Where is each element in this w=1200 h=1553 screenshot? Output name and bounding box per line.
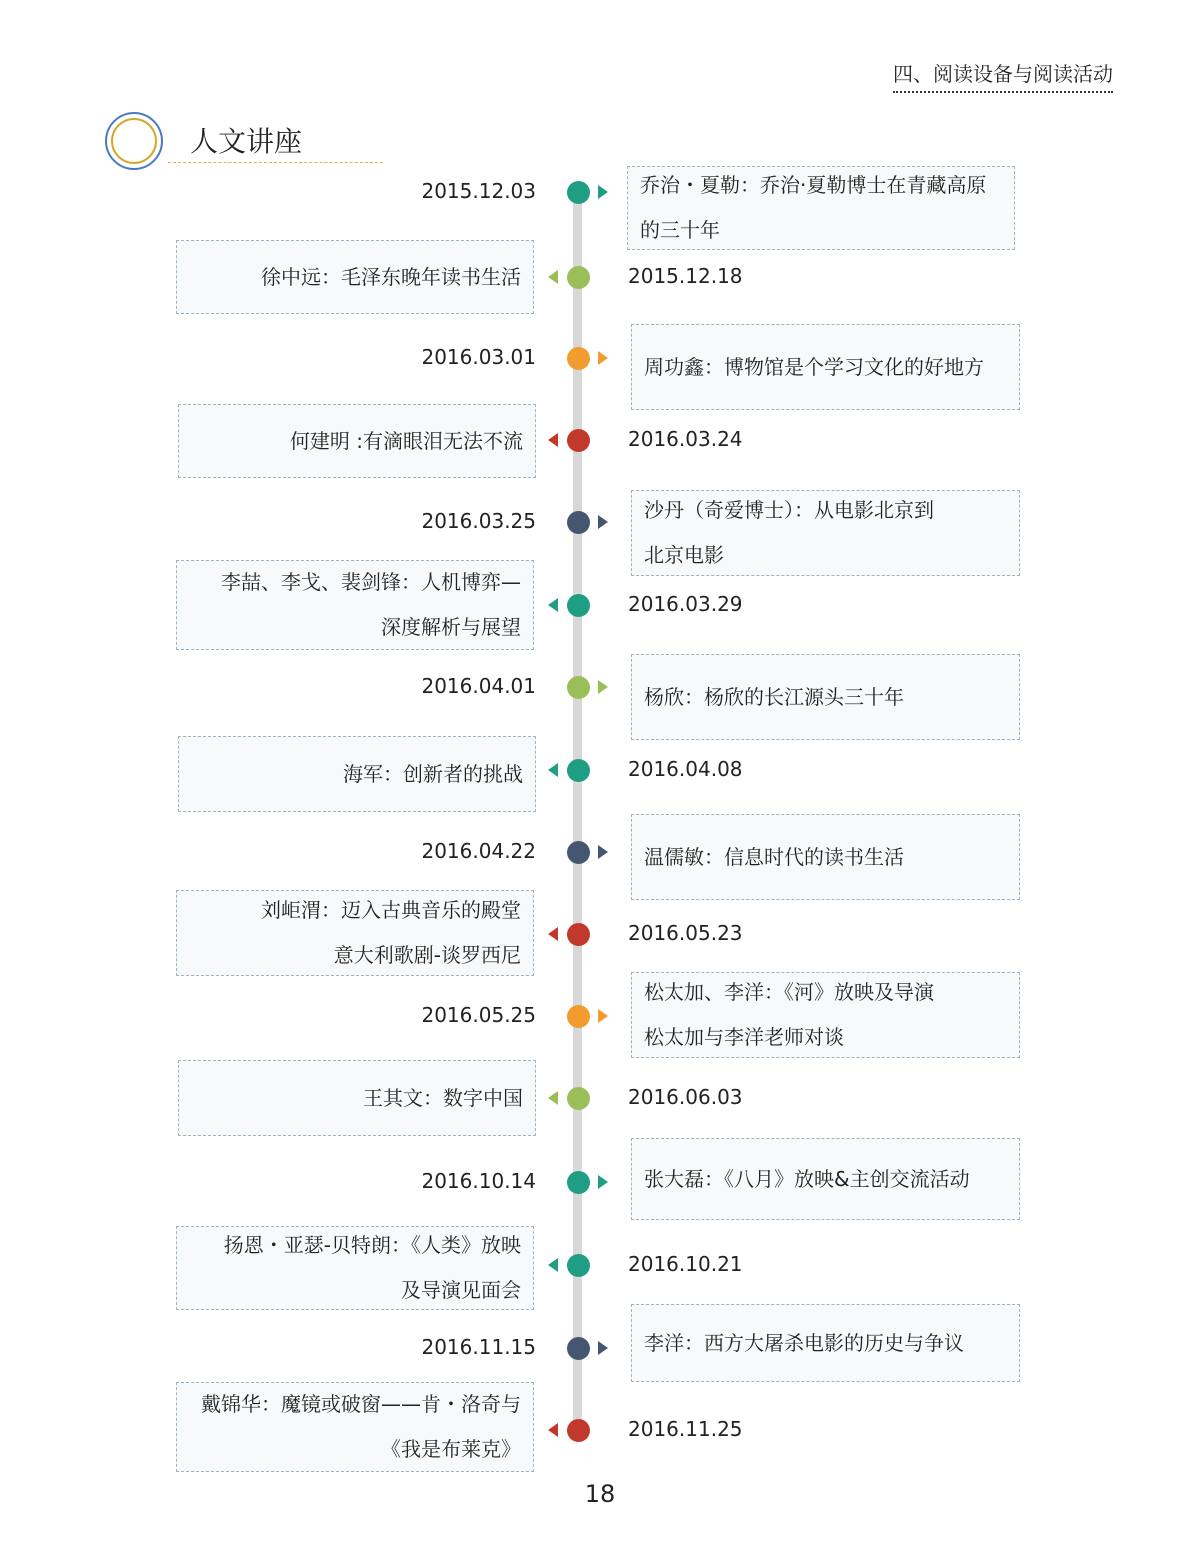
event-date: 2016.06.03 bbox=[628, 1085, 743, 1109]
arrow-right-icon bbox=[598, 1341, 608, 1355]
event-title-box bbox=[631, 1138, 1020, 1220]
arrow-right-icon bbox=[598, 185, 608, 199]
event-date: 2016.03.29 bbox=[628, 592, 743, 616]
timeline-dot bbox=[567, 429, 590, 452]
timeline-dot bbox=[567, 676, 590, 699]
arrow-left-icon bbox=[548, 927, 558, 941]
event-date: 2016.03.01 bbox=[421, 345, 536, 369]
timeline-dot bbox=[567, 1171, 590, 1194]
arrow-right-icon bbox=[598, 1175, 608, 1189]
event-date: 2016.10.14 bbox=[421, 1169, 536, 1193]
event-title-line: 何建明 :有滴眼泪无法不流 bbox=[289, 428, 523, 453]
section-title-divider bbox=[168, 162, 383, 163]
event-date: 2016.03.25 bbox=[421, 509, 536, 533]
arrow-right-icon bbox=[598, 351, 608, 365]
event-date: 2016.04.01 bbox=[421, 674, 536, 698]
event-title-box bbox=[631, 654, 1020, 740]
event-title-line: 徐中远：毛泽东晚年读书生活 bbox=[261, 264, 521, 289]
timeline-dot bbox=[567, 511, 590, 534]
event-title-line: 松太加、李洋：《河》放映及导演 bbox=[644, 980, 934, 1004]
event-date: 2016.03.24 bbox=[628, 427, 743, 451]
event-title-box bbox=[631, 490, 1020, 576]
event-title-line: 意大利歌剧-谈罗西尼 bbox=[333, 943, 521, 967]
arrow-left-icon bbox=[548, 1091, 558, 1105]
event-title-box bbox=[631, 324, 1020, 410]
event-title-box bbox=[176, 890, 534, 976]
event-date: 2016.04.22 bbox=[421, 839, 536, 863]
event-title-box bbox=[631, 814, 1020, 900]
timeline-dot bbox=[567, 759, 590, 782]
page-number: 18 bbox=[584, 1480, 616, 1508]
event-title-box bbox=[178, 404, 536, 478]
timeline-dot bbox=[567, 594, 590, 617]
event-title-line: 深度解析与展望 bbox=[381, 615, 521, 639]
event-date: 2016.10.21 bbox=[628, 1252, 743, 1276]
timeline-dot bbox=[567, 923, 590, 946]
event-title-line: 及导演见面会 bbox=[401, 1278, 521, 1302]
timeline-dot bbox=[567, 841, 590, 864]
event-title-box bbox=[176, 240, 534, 314]
event-title-line: 《我是布莱克》 bbox=[381, 1437, 521, 1461]
timeline-dot bbox=[567, 1337, 590, 1360]
arrow-left-icon bbox=[548, 270, 558, 284]
timeline-dot bbox=[567, 1005, 590, 1028]
timeline-spine bbox=[573, 188, 582, 1433]
event-title-line: 乔治・夏勒：乔治·夏勒博士在青藏高原 bbox=[640, 173, 987, 197]
event-title-line: 刘岠渭：迈入古典音乐的殿堂 bbox=[261, 898, 521, 922]
event-date: 2015.12.18 bbox=[628, 264, 743, 288]
timeline-dot bbox=[567, 181, 590, 204]
running-header: 四、阅读设备与阅读活动 bbox=[893, 58, 1113, 93]
timeline-dot bbox=[567, 266, 590, 289]
event-title-box bbox=[627, 166, 1015, 250]
section-ring-inner-icon bbox=[111, 118, 157, 164]
event-title-box bbox=[631, 972, 1020, 1058]
event-title-box bbox=[176, 1226, 534, 1310]
arrow-left-icon bbox=[548, 433, 558, 447]
section-title: 人文讲座 bbox=[190, 125, 303, 158]
event-title-line: 松太加与李洋老师对谈 bbox=[644, 1025, 844, 1049]
arrow-right-icon bbox=[598, 845, 608, 859]
event-title-line: 张大磊：《八月》放映&主创交流活动 bbox=[644, 1166, 970, 1191]
event-title-box bbox=[631, 1304, 1020, 1382]
event-title-line: 的三十年 bbox=[640, 218, 720, 242]
event-date: 2016.11.25 bbox=[628, 1417, 743, 1441]
event-date: 2016.04.08 bbox=[628, 757, 743, 781]
timeline-dot bbox=[567, 1254, 590, 1277]
event-date: 2015.12.03 bbox=[421, 179, 536, 203]
event-title-line: 杨欣：杨欣的长江源头三十年 bbox=[644, 684, 904, 709]
event-title-line: 沙丹（奇爱博士）：从电影北京到 bbox=[644, 498, 934, 522]
event-title-line: 戴锦华：魔镜或破窗——肯・洛奇与 bbox=[201, 1392, 521, 1416]
event-date: 2016.11.15 bbox=[421, 1335, 536, 1359]
event-title-line: 海军：创新者的挑战 bbox=[343, 761, 523, 786]
arrow-left-icon bbox=[548, 598, 558, 612]
event-title-line: 李洋：西方大屠杀电影的历史与争议 bbox=[644, 1330, 964, 1355]
event-title-line: 王其文：数字中国 bbox=[363, 1085, 523, 1110]
timeline-dot bbox=[567, 1087, 590, 1110]
event-title-box bbox=[176, 1382, 534, 1472]
arrow-left-icon bbox=[548, 1423, 558, 1437]
arrow-right-icon bbox=[598, 680, 608, 694]
event-title-line: 周功鑫：博物馆是个学习文化的好地方 bbox=[644, 354, 984, 379]
event-title-line: 温儒敏：信息时代的读书生活 bbox=[644, 844, 904, 869]
event-title-line: 李喆、李戈、裴剑锋：人机博弈— bbox=[221, 570, 521, 594]
arrow-right-icon bbox=[598, 515, 608, 529]
arrow-left-icon bbox=[548, 763, 558, 777]
event-date: 2016.05.25 bbox=[421, 1003, 536, 1027]
event-title-box bbox=[178, 1060, 536, 1136]
event-title-box bbox=[176, 560, 534, 650]
event-date: 2016.05.23 bbox=[628, 921, 743, 945]
timeline-dot bbox=[567, 347, 590, 370]
event-title-line: 北京电影 bbox=[644, 543, 724, 567]
event-title-box bbox=[178, 736, 536, 812]
arrow-left-icon bbox=[548, 1258, 558, 1272]
event-title-line: 扬恩・亚瑟-贝特朗：《人类》放映 bbox=[223, 1233, 521, 1257]
timeline-dot bbox=[567, 1419, 590, 1442]
arrow-right-icon bbox=[598, 1009, 608, 1023]
